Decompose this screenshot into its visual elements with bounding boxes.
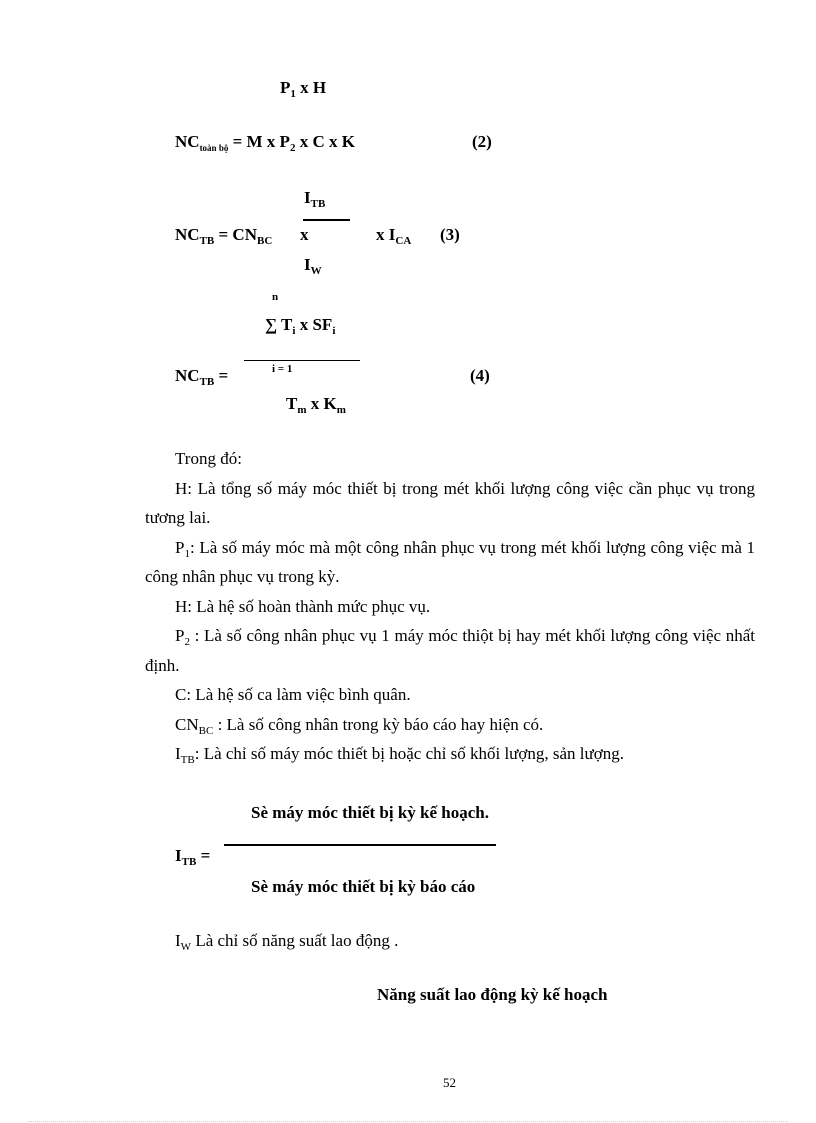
p-symbol: P <box>280 78 291 97</box>
formula-4-denominator <box>286 394 346 414</box>
definition-p1 <box>145 533 755 592</box>
tb-subscript: TB <box>181 856 197 868</box>
definition-cn <box>145 710 755 740</box>
formula-4-lhs <box>175 366 228 386</box>
definition-itb <box>145 739 755 769</box>
i-symbol: I <box>304 188 311 207</box>
i-symbol: I <box>175 846 182 865</box>
formula-4-mid: x SF <box>295 315 333 334</box>
ca-subscript: CA <box>395 235 412 247</box>
p2-subscript: 2 <box>289 142 296 154</box>
km-subscript: m <box>336 404 346 416</box>
iw-text: Là chỉ số năng suất lao động . <box>191 931 399 950</box>
p1-subscript: 1 <box>184 547 190 560</box>
nc-symbol: NC <box>175 366 200 385</box>
nc-symbol: NC <box>175 225 200 244</box>
itb-text: : Là chỉ số máy móc thiết bị hoặc chỉ số khối lượng, sản lượng. <box>194 744 624 763</box>
formula-3-lhs <box>175 225 272 245</box>
iw-symbol: I <box>304 255 311 274</box>
nc-subscript: toàn bộ <box>199 143 229 153</box>
formula-4-number: (4) <box>470 366 490 385</box>
formula-3-denominator <box>304 255 322 275</box>
formula-1-fragment <box>280 78 326 98</box>
formula-4-eq: = <box>214 366 229 385</box>
w-subscript: W <box>310 265 322 277</box>
definition-h-ratio: H: Là hệ số hoàn thành mức phục vụ. <box>175 596 431 616</box>
formula-4-numerator <box>265 315 335 335</box>
sum-lower-limit: i = 1 <box>272 363 293 375</box>
formula-2-rest: x C x K <box>295 132 355 151</box>
page-bottom-border <box>28 1121 788 1122</box>
definition-c: C: Là hệ số ca làm việc bình quân. <box>175 685 411 704</box>
tm-symbol: T <box>286 394 298 413</box>
definition-h-total: H: Là tổng số máy móc thiết bị trong mét khối lượng công việc cần phục vụ trong tương lai. <box>145 478 755 527</box>
p-subscript: 1 <box>290 88 296 100</box>
formula-3-tail <box>376 225 411 245</box>
ti-subscript: i <box>292 325 296 337</box>
p1-text: : Là số máy móc mà một công nhân phục vụ trong mét khối lượng công việc mà 1 công nhân phục vụ trong kỳ. <box>145 537 755 586</box>
ica-symbol: x I <box>376 225 396 244</box>
p1-label: P <box>175 537 185 557</box>
formula-5-eq: = <box>196 846 211 865</box>
formula-3-number: (3) <box>440 225 460 244</box>
formula-4-den-mid: x K <box>306 394 337 413</box>
p2-label: P <box>175 626 185 645</box>
formula-2-number: (2) <box>472 132 492 151</box>
page-number: 52 <box>443 1075 456 1090</box>
cn-subscript: BC <box>257 235 273 247</box>
sum-upper-limit: n <box>272 291 279 303</box>
formula-1-rest: x H <box>295 78 327 97</box>
sfi-subscript: i <box>332 325 336 337</box>
formula-5-denominator: Sè máy móc thiết bị kỳ báo cáo <box>251 877 476 896</box>
formula-3-numerator <box>304 188 325 208</box>
formula-4-fraction-line <box>244 360 360 361</box>
formula-3-eq: = CN <box>214 225 257 244</box>
sigma-symbol: ∑ T <box>265 315 293 334</box>
intro-text: Trong đó: <box>175 449 242 468</box>
formula-3-x: x <box>300 225 309 244</box>
formula-2 <box>175 132 355 152</box>
itb-label: I <box>175 744 181 763</box>
cn-subscript: BC <box>198 724 214 737</box>
nc-subscript: TB <box>199 376 215 388</box>
nc-symbol: NC <box>175 132 200 151</box>
m-subscript: m <box>297 404 307 416</box>
cn-text: : Là số công nhân trong kỳ báo cáo hay hiện có. <box>213 714 544 734</box>
iw-subscript: W <box>180 941 192 953</box>
nc-subscript: TB <box>199 235 215 247</box>
iw-label: I <box>175 931 181 950</box>
formula-5-numerator: Sè máy móc thiết bị kỳ kế hoạch. <box>251 803 489 822</box>
formula-6-numerator: Năng suất lao động kỳ kế hoạch <box>377 985 608 1004</box>
formula-5-fraction-line <box>224 844 496 846</box>
definitions-block <box>145 444 755 769</box>
formula-3-fraction-line <box>303 219 350 221</box>
p2-subscript: 2 <box>184 636 190 648</box>
definition-p2 <box>145 621 755 680</box>
formula-2-eq: = M x P <box>228 132 290 151</box>
cn-label: CN <box>175 714 199 734</box>
formula-5-lhs <box>175 846 210 866</box>
itb-subscript: TB <box>180 754 195 766</box>
definition-iw <box>175 931 398 951</box>
tb-subscript: TB <box>310 198 326 210</box>
p2-text: : Là số công nhân phục vụ 1 máy móc thiột bị hay mét khối lượng công việc nhất định. <box>145 626 755 675</box>
